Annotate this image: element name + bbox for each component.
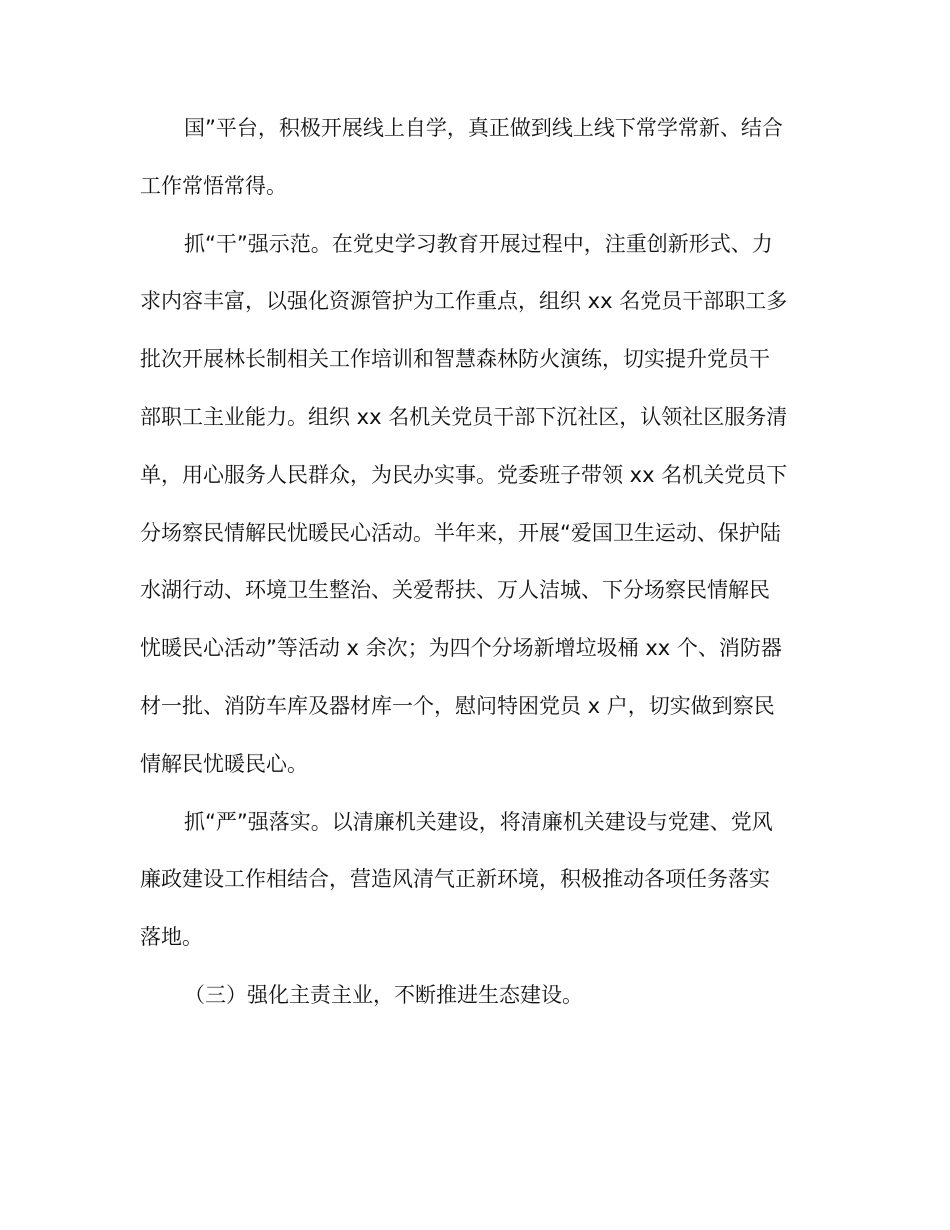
paragraph-line: 廉政建设工作相结合，营造风清气正新环境，积极推动各项任务落实 [140,867,770,892]
paragraph-line: 单，用心服务人民群众，为民办实事。党委班子带领 xx 名机关党员下 [140,462,788,487]
paragraph-line: 落地。 [140,925,203,950]
paragraph-line: 抓“干”强示范。在党史学习教育开展过程中，注重创新形式、力 [184,231,773,256]
paragraph-line: 抓“严”强落实。以清廉机关建设，将清廉机关建设与党建、党风 [184,809,773,834]
paragraph-line: 忧暖民心活动”等活动 x 余次；为四个分场新增垃圾桶 xx 个、消防器 [140,636,782,661]
document-body [140,100,810,1025]
paragraph-line: 分场察民情解民忧暖民心活动。半年来，开展“爱国卫生运动、保护陆 [140,520,781,545]
paragraph-line: 情解民忧暖民心。 [140,751,308,776]
section-heading: （三）强化主责主业，不断推进生态建设。 [184,982,583,1007]
paragraph-line: 批次开展林长制相关工作培训和智慧森林防火演练，切实提升党员干 [140,347,770,372]
paragraph-line: 材一批、消防车库及器材库一个，慰问特困党员 x 户，切实做到察民 [140,693,775,718]
paragraph-line: 水湖行动、环境卫生整治、关爱帮扶、万人洁城、下分场察民情解民 [140,578,770,603]
paragraph-line: 工作常悟常得。 [140,173,287,198]
paragraph-line: 求内容丰富，以强化资源管护为工作重点，组织 xx 名党员干部职工多 [140,289,788,314]
paragraph-line: 国”平台，积极开展线上自学，真正做到线上线下常学常新、结合 [184,116,783,140]
paragraph-line: 部职工主业能力。组织 xx 名机关党员干部下沉社区，认领社区服务清 [140,404,788,429]
